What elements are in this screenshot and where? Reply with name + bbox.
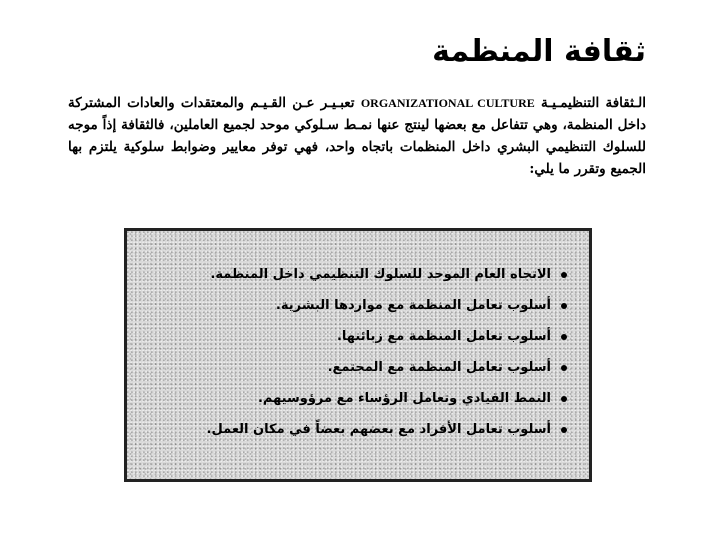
list-item-text: أسلوب تعامل الأفراد مع بعضهم بعضاً في مكان العمل. — [206, 421, 551, 437]
list-item-text: الاتجاه العام الموحد للسلوك التنظيمي داخل المنظمة. — [210, 266, 551, 282]
list-item-text: النمط القيادي وتعامل الرؤساء مع مرؤوسيهم. — [257, 390, 551, 406]
bullet-icon — [561, 427, 567, 433]
shaded-box — [124, 228, 592, 482]
list-item — [147, 321, 567, 352]
bullet-icon — [561, 334, 567, 340]
bullet-icon — [561, 303, 567, 309]
list-item — [147, 352, 567, 383]
list-item — [147, 259, 567, 290]
paragraph-body: تعبـيـر عـن القـيـم والمعتقدات والعادات المشتركة داخل المنظمة، وهي تتفاعل مع بعضها لينتج عنها نمـط سـلوكي موحد لجميع العاملين، فالثقافة إذاً موجه للسلوك التنظيمي البشري داخل المنظمات باتجاه واحد، فهي توفر معايير وضوابط سلوكية يلتزم بها الجميع وتقرر ما يلي: — [68, 95, 646, 177]
bullet-icon — [561, 365, 567, 371]
paragraph-latin-term: ORGANIZATIONAL CULTURE — [360, 96, 535, 110]
list-item — [147, 290, 567, 321]
bullet-list — [147, 259, 567, 445]
bullet-icon — [561, 396, 567, 402]
list-item — [147, 383, 567, 414]
page-title: ثقافة المنظمة — [432, 34, 646, 69]
intro-paragraph — [68, 92, 646, 180]
bullet-icon — [561, 272, 567, 278]
list-item — [147, 414, 567, 445]
list-item-text: أسلوب تعامل المنظمة مع المجتمع. — [327, 359, 551, 375]
paragraph-lead: الـثقافة التنظيمـيـة — [534, 95, 646, 111]
list-item-text: أسلوب تعامل المنظمة مع مواردها البشرية. — [275, 297, 551, 313]
list-item-text: أسلوب تعامل المنظمة مع زبائنها. — [336, 328, 551, 344]
